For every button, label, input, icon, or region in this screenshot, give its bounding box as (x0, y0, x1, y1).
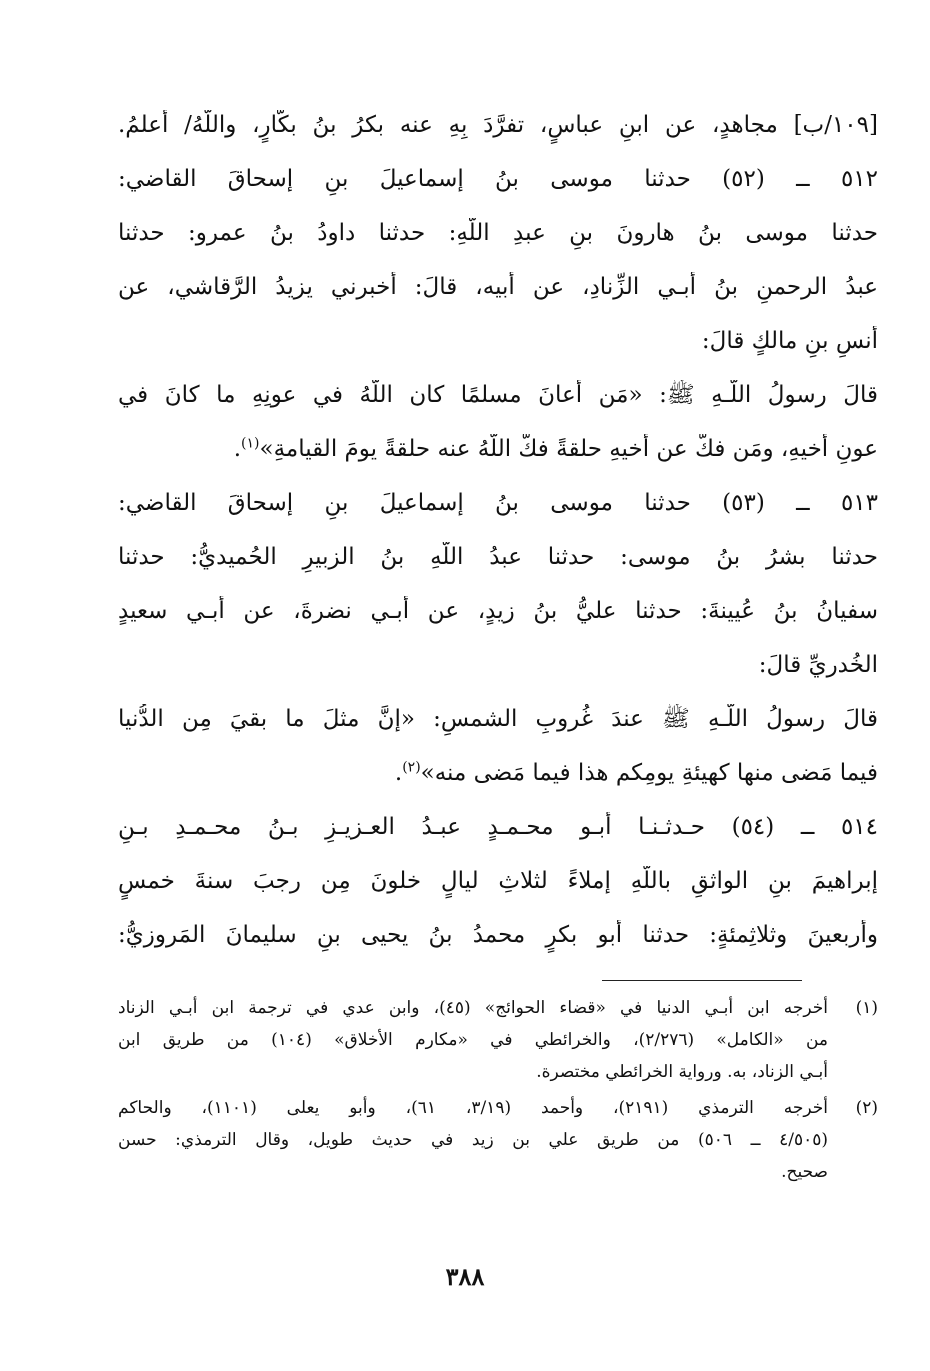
text-line: أنسِ بنِ مالكٍ قالَ: (701, 328, 878, 354)
text-line: حدثنا موسى بنُ هارونَ بنِ عبدِ اللَّهِ: حدثنا داودُ بنُ عمرو: حدثنا (118, 220, 878, 246)
margin-reference: [١٠٩/ب] (793, 112, 878, 138)
text-line: الخُدريِّ قالَ: (758, 652, 878, 678)
page-number: ٣٨٨ (445, 1262, 485, 1291)
footnote-separator (602, 980, 802, 981)
footnote-marker-2: (٢) (402, 759, 421, 776)
text-line: قالَ رسولُ اللَّـهِ ﷺ: «مَن أعانَ مسلمًا كان اللَّهُ في عونِهِ ما كانَ في (118, 382, 878, 408)
footnote-line: أخرجه ابن أبـي الدنيا في «قضاء الحوائج» (٤٥)، وابن عدي في ترجمة ابن أبـي الزناد (118, 998, 828, 1018)
text-line: عبدُ الرحمنِ بنُ أبـي الزِّنادِ، عن أبيه، قالَ: أخبرني يزيدُ الرَّقاشي، عن (118, 274, 878, 300)
footnote-1 (118, 992, 878, 1088)
text-line: عونِ أخيهِ، ومَن فكَّ عن أخيهِ حلقةً فكَّ اللَّهُ عنه حلقةً يومَ القيامةِ»$^{(١)}$. (233, 435, 878, 462)
footnote-line: من «الكامل» (٢/٢٧٦)، والخرائطي في «مكارم الأخلاق» (١٠٤) من طريق ابن (118, 1030, 828, 1050)
text-line: وأربعينَ وثلاثِمئةٍ: حدثنا أبو بكرٍ محمدُ بنُ يحيى بنِ سليمانَ المَروزيُّ: (118, 922, 878, 948)
footnote-line: (٤/٥٠٥ ــ ٥٠٦) من طريق علي بن زيد في حديث طويل، وقال الترمذي: حسن (118, 1130, 828, 1150)
text-line: إبراهيمَ بنِ الواثقِ باللَّهِ إملاءً لثلاثِ ليالٍ خلونَ مِن رجبَ سنةَ خمسٍ (118, 868, 878, 894)
footnote-number: (١) (855, 998, 878, 1018)
text-line: قالَ رسولُ اللَّـهِ ﷺ عندَ غُروبِ الشمسِ: «إنَّ مثلَ ما بقيَ مِن الدُّنيا (118, 706, 878, 732)
footnotes (118, 992, 878, 1192)
text-line: [١٠٩/ب] مجاهدٍ، عن ابنِ عباسٍ، تفرَّدَ بِهِ عنه بكرُ بنُ بكَّارٍ، واللَّهُ/ أعلمُ. (118, 112, 878, 138)
hadith-heading-514: ٥١٤ ــ (٥٤) حـدثـنـا أبـو محـمـدٍ عبـدُ العـزيـزِ بـنُ محـمـدِ بـنِ (118, 814, 878, 840)
footnote-line: أخرجه الترمذي (٢١٩١)، وأحمد (٣/١٩، ٦١)، وأبو يعلى (١١٠١)، والحاكم (118, 1098, 828, 1118)
footnote-marker-1: (١) (241, 435, 260, 452)
text-line: سفيانُ بنُ عُيينةَ: حدثنا عليُّ بنُ زيدٍ، عن أبـي نضرةَ، عن أبـي سعيدٍ (118, 598, 878, 624)
main-text (118, 110, 878, 974)
footnote-line: صحيح. (781, 1162, 828, 1182)
hadith-heading-512: ٥١٢ ــ (٥٢) حدثنا موسى بنُ إسماعيلَ بنِ إسحاقَ القاضي: (118, 166, 878, 192)
text-line: فيما مَضى منها كهيئةِ يومِكم هذا فيما مَضى منه»$^{(٢)}$. (394, 759, 878, 786)
hadith-heading-513: ٥١٣ ــ (٥٣) حدثنا موسى بنُ إسماعيلَ بنِ إسحاقَ القاضي: (118, 490, 878, 516)
text-line: حدثنا بشرُ بنُ موسى: حدثنا عبدُ اللَّهِ بنُ الزبيرِ الحُميديُّ: حدثنا (118, 544, 878, 570)
footnote-line: أبـي الزناد، به. ورواية الخرائطي مختصرة. (536, 1062, 828, 1082)
footnote-number: (٢) (855, 1098, 878, 1118)
footnote-2 (118, 1092, 878, 1188)
